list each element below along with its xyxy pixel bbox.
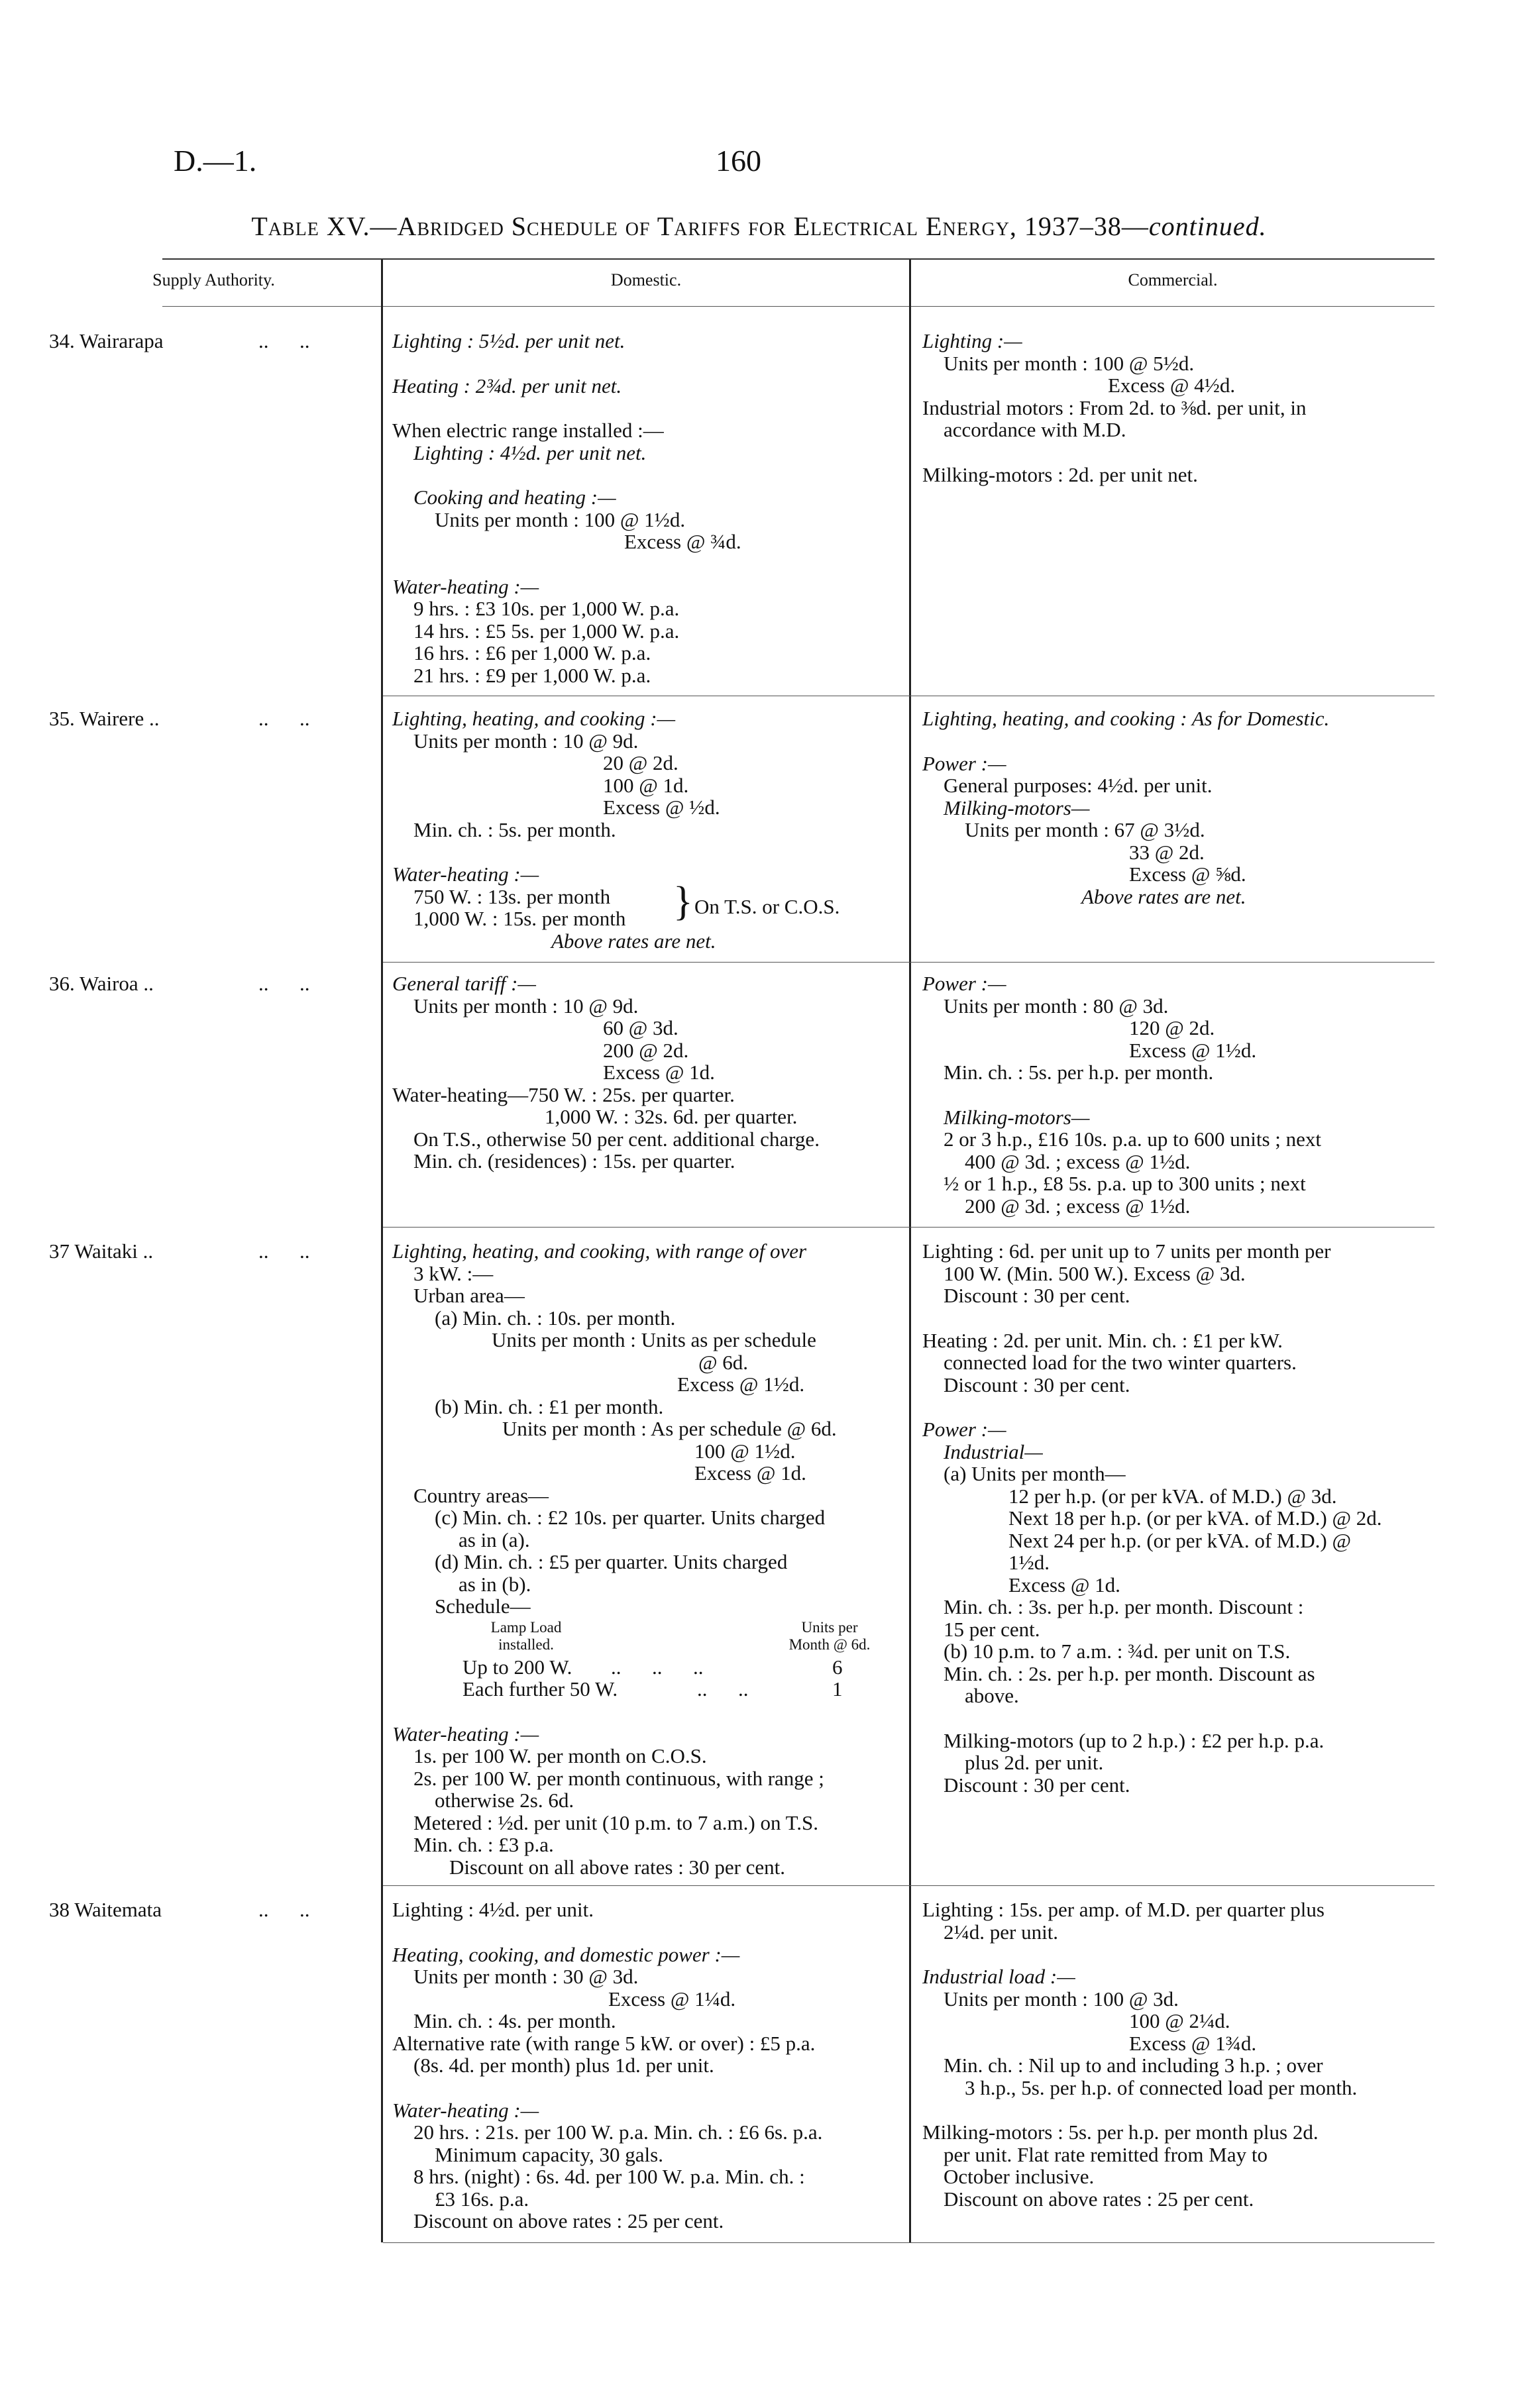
text-line: Units per month : As per schedule @ 6d.	[502, 1417, 837, 1440]
text-line: Heating, cooking, and domestic power :—	[392, 1942, 740, 1966]
text-line: Units per month : 80 @ 3d.	[944, 994, 1169, 1018]
text-line: General tariff :—	[392, 972, 536, 995]
text-line: Excess @ 4½d.	[1108, 374, 1236, 397]
text-line: Min. ch. (residences) : 15s. per quarter.	[413, 1149, 735, 1173]
text-line: Lighting : 4½d. per unit.	[392, 1898, 594, 1921]
schedule-col-units: Units per Month @ 6d.	[788, 1618, 871, 1653]
text-line: per unit. Flat rate remitted from May to	[944, 2142, 1268, 2166]
text-line: above.	[965, 1684, 1019, 1707]
header-bottom-rule	[162, 306, 1435, 307]
text-line: Industrial—	[944, 1440, 1043, 1463]
text-line: Min. ch. : £3 p.a.	[413, 1833, 554, 1856]
text-line: 12 per h.p. (or per kVA. of M.D.) @ 3d.	[1008, 1484, 1337, 1508]
text-line: Discount on all above rates : 30 per cent.	[449, 1855, 786, 1879]
text-line: Min. ch. : 2s. per h.p. per month. Discount as	[944, 1661, 1315, 1685]
text-line: Above rates are net.	[1081, 884, 1246, 908]
text-line: 100 W. (Min. 500 W.). Excess @ 3d.	[944, 1261, 1246, 1285]
schedule-label: Each further 50 W.	[462, 1677, 618, 1701]
text-line: Next 18 per h.p. (or per kVA. of M.D.) @ 2d.	[1008, 1506, 1382, 1530]
text-line: Water-heating :—	[392, 574, 539, 598]
brace-glyph: }	[673, 879, 693, 924]
text-line: Units per month : 100 @ 3d.	[944, 1987, 1179, 2011]
row-34-authority	[49, 330, 374, 352]
col-header-authority: Supply Authority.	[152, 270, 275, 289]
text-line: Metered : ½d. per unit (10 p.m. to 7 a.m.) on T.S.	[413, 1810, 819, 1834]
leader-dots: .. ..	[697, 1677, 749, 1701]
text-line: Water-heating :—	[392, 1722, 539, 1746]
text-line: Milking-motors (up to 2 h.p.) : £2 per h.p. p.a.	[944, 1728, 1325, 1752]
row-35-authority	[49, 707, 374, 730]
text-line: Min. ch. : Nil up to and including 3 h.p. ; over	[944, 2054, 1323, 2077]
text-line: Units per month : 67 @ 3½d.	[965, 818, 1205, 841]
text-line: 21 hrs. : £9 per 1,000 W. p.a.	[413, 663, 651, 687]
text-line: (a) Units per month—	[944, 1462, 1126, 1485]
row-34-domestic	[392, 330, 909, 686]
text-line: 200 @ 3d. ; excess @ 1½d.	[965, 1194, 1191, 1218]
text-line: £3 16s. p.a.	[435, 2187, 529, 2211]
text-line: Milking-motors : 2d. per unit net.	[922, 462, 1198, 486]
text-line: General purposes: 4½d. per unit.	[944, 774, 1213, 797]
page-number: 160	[716, 144, 761, 178]
schedule-value: 1	[832, 1677, 843, 1701]
row-divider	[383, 962, 1435, 963]
text-line: (8s. 4d. per month) plus 1d. per unit.	[413, 2054, 714, 2077]
text-line: Discount on above rates : 25 per cent.	[413, 2209, 724, 2232]
leader-dots: .. ..	[258, 707, 310, 730]
schedule-col-lamp: Lamp Load installed.	[490, 1618, 562, 1653]
text-line: ½ or 1 h.p., £8 5s. p.a. up to 300 units ; next	[944, 1172, 1306, 1195]
text-line: Alternative rate (with range 5 kW. or over) : £5 p.a.	[392, 2031, 816, 2055]
text-line: 16 hrs. : £6 per 1,000 W. p.a.	[413, 641, 651, 664]
text-line: On T.S. or C.O.S.	[694, 895, 840, 918]
text-line: Excess @ 1¾d.	[1129, 2031, 1257, 2055]
leader-dots: .. .. ..	[611, 1655, 704, 1679]
row-36-commercial	[922, 972, 1433, 1217]
text-line: 1½d.	[1008, 1551, 1050, 1574]
schedule-label: Up to 200 W.	[462, 1655, 572, 1679]
text-line: Min. ch. : 4s. per month.	[413, 2009, 616, 2032]
text-line: 1,000 W. : 32s. 6d. per quarter.	[545, 1105, 798, 1128]
text-line: Power :—	[922, 751, 1006, 775]
text-line: 750 W. : 13s. per month	[413, 884, 611, 908]
text-line: Water-heating—750 W. : 25s. per quarter.	[392, 1082, 735, 1106]
text-line: 100 @ 2¼d.	[1129, 2009, 1230, 2032]
text-line: as in (b).	[459, 1572, 531, 1596]
text-line: 8 hrs. (night) : 6s. 4d. per 100 W. p.a. Min. ch. :	[413, 2165, 805, 2188]
row-34-commercial	[922, 330, 1433, 486]
text-line: Excess @ 1d.	[1008, 1573, 1120, 1597]
row-38-commercial	[922, 1899, 1433, 2210]
text-line: 200 @ 2d.	[603, 1038, 689, 1062]
text-line: 400 @ 3d. ; excess @ 1½d.	[965, 1149, 1191, 1173]
schedule-row	[392, 1656, 909, 1679]
text-line: Excess @ 1d.	[694, 1461, 806, 1485]
text-line: Excess @ 1¼d.	[608, 1987, 736, 2011]
text-line: 60 @ 3d.	[603, 1016, 678, 1039]
text-line: 120 @ 2d.	[1129, 1016, 1215, 1039]
row-37-commercial	[922, 1240, 1433, 1796]
row-divider	[383, 1885, 1435, 1886]
table-bottom-rule	[383, 2242, 1435, 2243]
text-line: Milking-motors—	[944, 796, 1090, 819]
text-line: (b) Min. ch. : £1 per month.	[435, 1394, 664, 1418]
text-line: accordance with M.D.	[944, 418, 1126, 441]
col-header-commercial: Commercial.	[1128, 270, 1218, 289]
text-line: connected load for the two winter quarters.	[944, 1351, 1297, 1374]
text-line: Lighting : 5½d. per unit net.	[392, 329, 625, 352]
schedule-row	[392, 1678, 909, 1701]
text-line: 20 hrs. : 21s. per 100 W. p.a. Min. ch. : £6 6s. p.a.	[413, 2120, 823, 2144]
text-line: Excess @ ¾d.	[624, 530, 741, 553]
text-line: Heating : 2¾d. per unit net.	[392, 374, 622, 397]
text-line: otherwise 2s. 6d.	[435, 1789, 574, 1812]
leader-dots: .. ..	[258, 329, 310, 352]
text-line: Discount on above rates : 25 per cent.	[944, 2187, 1254, 2211]
text-line: Country areas—	[413, 1483, 549, 1507]
text-line: Min. ch. : 5s. per h.p. per month.	[944, 1061, 1214, 1084]
text-line: Next 24 per h.p. (or per kVA. of M.D.) @	[1008, 1528, 1351, 1552]
text-line: Lighting, heating, and cooking :—	[392, 707, 676, 730]
text-line: Excess @ 1d.	[603, 1061, 715, 1084]
table-title	[0, 211, 1518, 242]
text-line: Cooking and heating :—	[413, 486, 616, 509]
text-line: (c) Min. ch. : £2 10s. per quarter. Units charged	[435, 1506, 826, 1529]
text-line: When electric range installed :—	[392, 419, 664, 442]
text-line: Urban area—	[413, 1284, 525, 1307]
text-line: 20 @ 2d.	[603, 751, 678, 774]
text-line: Lighting : 6d. per unit up to 7 units per month per	[922, 1239, 1331, 1263]
text-line: 3 kW. :—	[413, 1261, 494, 1285]
row-37-domestic	[392, 1240, 909, 1878]
table-title-continued: continued.	[1148, 211, 1267, 241]
text-line: Discount : 30 per cent.	[944, 1284, 1130, 1307]
text-line: Lighting :—	[922, 329, 1022, 352]
row-38-domestic	[392, 1899, 909, 2232]
authority-name: 38 Waitemata	[49, 1898, 162, 1921]
text-line: 1s. per 100 W. per month on C.O.S.	[413, 1744, 707, 1767]
schedule-header	[392, 1618, 909, 1656]
text-line: Excess @ ⅝d.	[1129, 863, 1246, 886]
row-35-commercial	[922, 707, 1433, 908]
text-line: @ 6d.	[698, 1350, 749, 1374]
text-line: Milking-motors : 5s. per h.p. per month plus 2d.	[922, 2120, 1319, 2144]
text-line: On T.S., otherwise 50 per cent. additional charge.	[413, 1127, 820, 1151]
col-header-domestic: Domestic.	[610, 270, 682, 289]
text-line: Schedule—	[435, 1595, 531, 1618]
text-line: Lighting, heating, and cooking, with range of over	[392, 1239, 807, 1263]
leader-dots: .. ..	[258, 1239, 310, 1263]
text-line: 2 or 3 h.p., £16 10s. p.a. up to 600 units ; next	[944, 1127, 1322, 1151]
text-line: Discount : 30 per cent.	[944, 1773, 1130, 1797]
text-line: Units per month : 10 @ 9d.	[413, 994, 639, 1018]
text-line: (a) Min. ch. : 10s. per month.	[435, 1306, 676, 1330]
text-line: Industrial motors : From 2d. to ⅜d. per unit, in	[922, 395, 1307, 419]
authority-name: 34. Wairarapa	[49, 329, 164, 352]
text-line: Lighting : 4½d. per unit net.	[413, 441, 647, 464]
text-line: Units per month : 100 @ 5½d.	[944, 351, 1195, 375]
page-ref: D.—1.	[174, 144, 257, 178]
authority-name: 36. Wairoa ..	[49, 972, 154, 995]
text-line: Lighting : 15s. per amp. of M.D. per quarter plus	[922, 1898, 1325, 1921]
row-37-authority	[49, 1240, 374, 1263]
row-35-domestic	[392, 707, 909, 952]
text-line: 33 @ 2d.	[1129, 840, 1205, 864]
text-line: Water-heating :—	[392, 2098, 539, 2122]
text-line: Discount : 30 per cent.	[944, 1373, 1130, 1396]
text-line: Min. ch. : 3s. per h.p. per month. Discount :	[944, 1595, 1304, 1618]
row-36-authority	[49, 972, 374, 995]
text-line: Excess @ 1½d.	[677, 1373, 805, 1396]
text-line: plus 2d. per unit.	[965, 1751, 1104, 1774]
text-line: 14 hrs. : £5 5s. per 1,000 W. p.a.	[413, 619, 680, 643]
text-line: Power :—	[922, 972, 1006, 995]
text-line: Units per month : 30 @ 3d.	[413, 1965, 639, 1988]
text-line: (d) Min. ch. : £5 per quarter. Units charged	[435, 1550, 788, 1573]
text-line: Units per month : 10 @ 9d.	[413, 729, 639, 753]
text-line: as in (a).	[459, 1528, 530, 1551]
text-line: 2¼d. per unit.	[944, 1920, 1059, 1944]
row-36-domestic	[392, 972, 909, 1173]
authority-name: 35. Wairere ..	[49, 707, 160, 730]
row-divider	[383, 1227, 1435, 1228]
text-line: 15 per cent.	[944, 1617, 1040, 1641]
authority-name: 37 Waitaki ..	[49, 1239, 154, 1263]
text-line: Heating : 2d. per unit. Min. ch. : £1 per kW.	[922, 1328, 1283, 1352]
text-line: (b) 10 p.m. to 7 a.m. : ¾d. per unit on T.S.	[944, 1640, 1291, 1663]
text-line: Water-heating :—	[392, 863, 539, 886]
schedule-value: 6	[832, 1655, 843, 1679]
text-line: Units per month : Units as per schedule	[492, 1328, 816, 1351]
text-line: 100 @ 1½d.	[694, 1439, 796, 1463]
text-line: Milking-motors—	[944, 1105, 1090, 1129]
row-38-authority	[49, 1899, 374, 1921]
column-divider-left	[381, 260, 383, 2242]
text-line: 1,000 W. : 15s. per month	[413, 907, 626, 930]
text-line: 9 hrs. : £3 10s. per 1,000 W. p.a.	[413, 597, 680, 620]
text-line: 2s. per 100 W. per month continuous, with range ;	[413, 1766, 824, 1790]
leader-dots: .. ..	[258, 1898, 310, 1921]
text-line: Lighting, heating, and cooking : As for Domestic.	[922, 707, 1330, 730]
text-line: Excess @ 1½d.	[1129, 1038, 1257, 1062]
header-top-rule	[162, 258, 1435, 260]
text-line: Power :—	[922, 1418, 1006, 1441]
leader-dots: .. ..	[258, 972, 310, 995]
text-line: 3 h.p., 5s. per h.p. of connected load per month.	[965, 2075, 1358, 2099]
text-line: Min. ch. : 5s. per month.	[413, 817, 616, 841]
text-line: Above rates are net.	[551, 929, 716, 953]
text-line: Industrial load :—	[922, 1965, 1075, 1988]
text-line: Excess @ ½d.	[603, 796, 720, 819]
text-line: October inclusive.	[944, 2165, 1095, 2188]
column-divider-right	[909, 260, 911, 2242]
table-title-main: Table XV.—Abridged Schedule of Tariffs for Electrical Energy, 1937–38—	[251, 211, 1149, 241]
text-line: Minimum capacity, 30 gals.	[435, 2142, 663, 2166]
text-line: 100 @ 1d.	[603, 773, 689, 797]
text-line: Units per month : 100 @ 1½d.	[435, 507, 686, 531]
